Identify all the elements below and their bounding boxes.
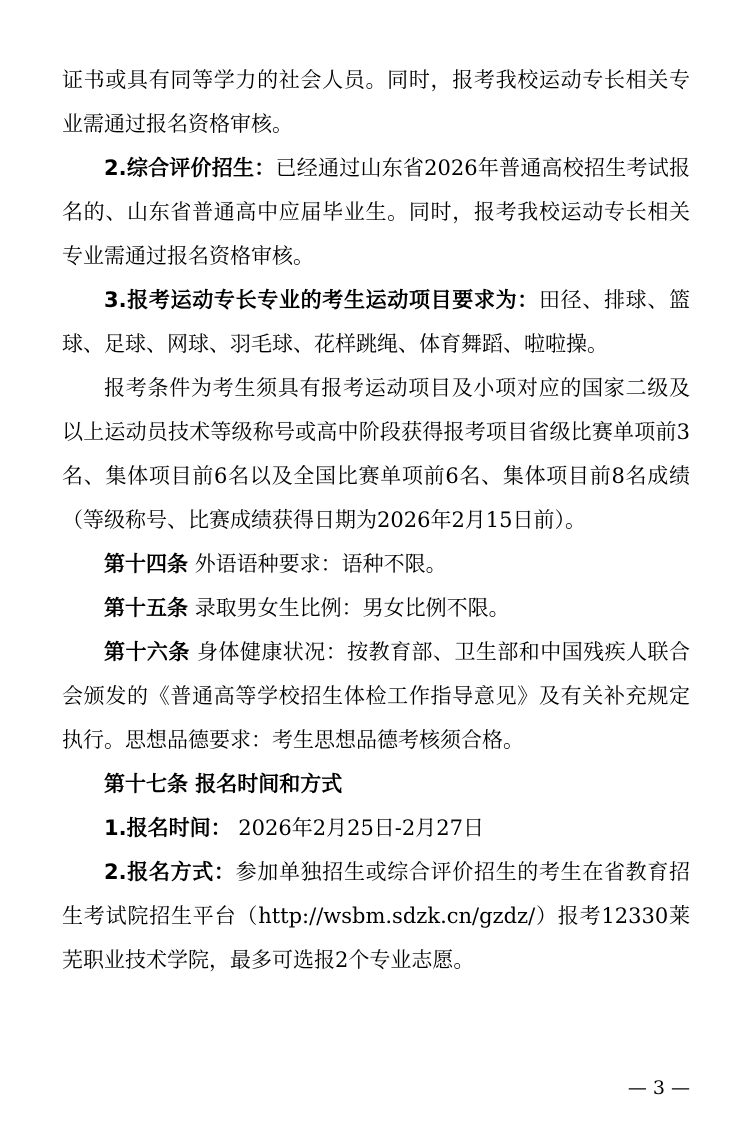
paragraph-article-14 [62,542,690,586]
article-heading: 第十六条 [104,640,190,664]
paragraph-continuation [62,58,690,146]
paragraph-text: 已经通过山东省2026年普通高校招生考试报名的、山东省普通高中应届毕业生。同时，报考我校运动专长相关专业需通过报名资格审核。 [62,156,690,268]
paragraph-sports-requirements [62,278,690,366]
paragraph-registration-method [62,850,690,982]
paragraph-text: 报考条件为考生须具有报考运动项目及小项对应的国家二级及以上运动员技术等级称号或高中阶段获得报考项目省级比赛单项前3名、集体项目前6名以及全国比赛单项前6名、集体项目前8名成绩（等级称号、比赛成绩获得日期为2026年2月15日前）。 [62,376,690,532]
paragraph-heading: 1.报名时间： [104,816,232,840]
paragraph-heading: 3.报考运动专长专业的考生运动项目要求为： [104,288,539,312]
paragraph-text: 身体健康状况：按教育部、卫生部和中国残疾人联合会颁发的《普通高等学校招生体检工作指导意见》及有关补充规定执行。思想品德要求：考生思想品德考核须合格。 [62,640,690,752]
document-body [62,58,690,982]
paragraph-registration-time [62,806,690,850]
paragraph-text: 录取男女生比例：男女比例不限。 [194,596,510,620]
paragraph-article-17 [62,762,690,806]
paragraph-article-16 [62,630,690,762]
paragraph-comprehensive-evaluation [62,146,690,278]
paragraph-heading: 2.综合评价招生： [104,156,276,180]
article-heading: 第十五条 [104,596,188,620]
page-number: — 3 — [627,1077,690,1099]
paragraph-text: 田径、排球、篮球、足球、网球、羽毛球、花样跳绳、体育舞蹈、啦啦操。 [62,288,691,356]
paragraph-text: 证书或具有同等学力的社会人员。同时，报考我校运动专长相关专业需通过报名资格审核。 [62,68,690,136]
paragraph-article-15 [62,586,690,630]
paragraph-text: 参加单独招生或综合评价招生的考生在省教育招生考试院招生平台（http://wsbm.sdzk.cn/gzdz/）报考12330莱芜职业技术学院，最多可选报2个专业志愿。 [62,860,690,972]
article-heading: 第十四条 [104,552,188,576]
article-heading: 第十七条 报名时间和方式 [104,772,343,796]
paragraph-eligibility-conditions [62,366,690,542]
paragraph-text: 2026年2月25日-2月27日 [238,816,484,840]
paragraph-text: 外语语种要求：语种不限。 [194,552,447,576]
paragraph-heading: 2.报名方式： [104,860,236,884]
